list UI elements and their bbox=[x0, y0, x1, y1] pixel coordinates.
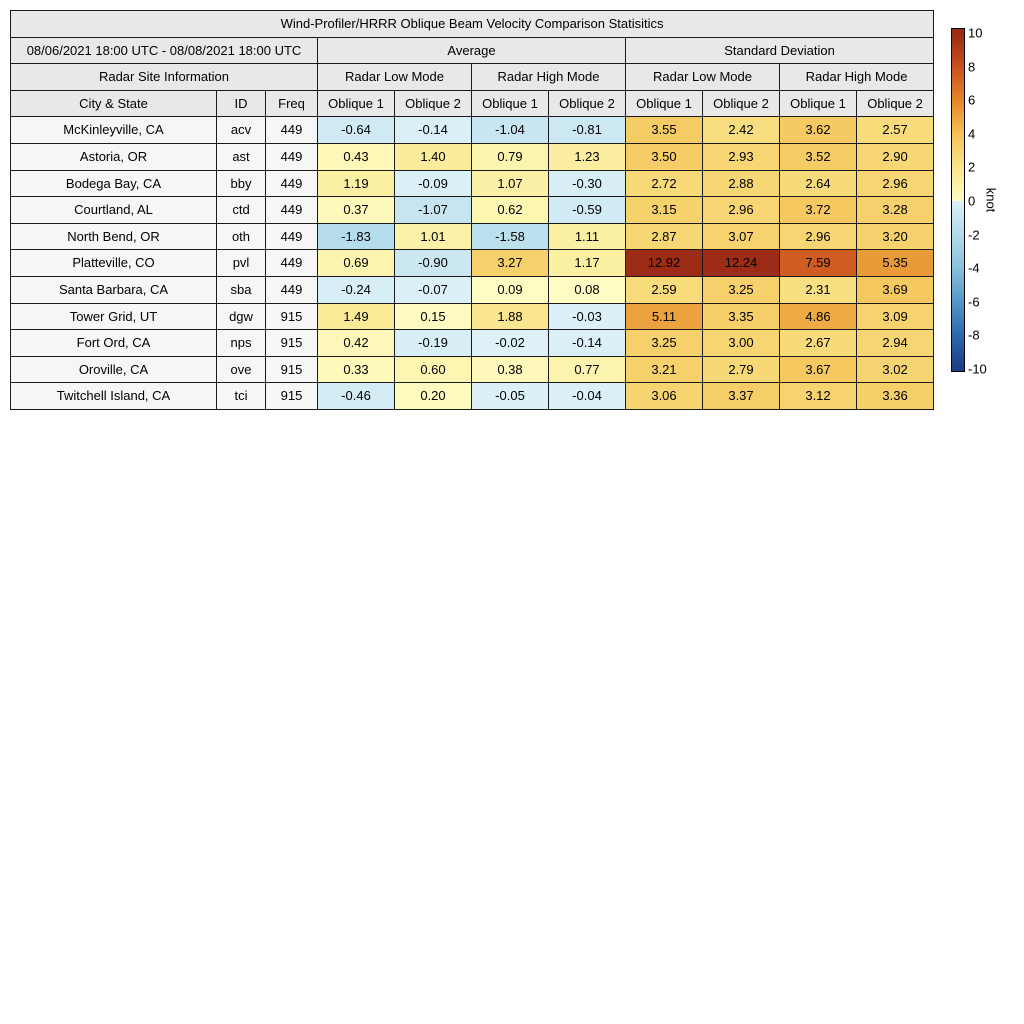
city-cell: Fort Ord, CA bbox=[11, 330, 217, 357]
std-dev-group-header: Standard Deviation bbox=[626, 37, 934, 64]
colorbar-tick-label: -2 bbox=[968, 227, 980, 243]
value-cell: -0.30 bbox=[549, 170, 626, 197]
mode-header-avg-high: Radar High Mode bbox=[472, 64, 626, 91]
value-cell: 3.00 bbox=[703, 330, 780, 357]
value-cell: 0.62 bbox=[472, 197, 549, 224]
site-id-cell: ast bbox=[217, 143, 266, 170]
city-cell: McKinleyville, CA bbox=[11, 117, 217, 144]
value-cell: 0.77 bbox=[549, 356, 626, 383]
site-id-cell: acv bbox=[217, 117, 266, 144]
value-cell: 1.19 bbox=[318, 170, 395, 197]
value-cell: 0.38 bbox=[472, 356, 549, 383]
table-row bbox=[11, 383, 934, 410]
column-header-row bbox=[11, 90, 934, 117]
value-cell: 3.15 bbox=[626, 197, 703, 224]
date-range: 08/06/2021 18:00 UTC - 08/08/2021 18:00 UTC bbox=[11, 37, 318, 64]
value-cell: 5.35 bbox=[857, 250, 934, 277]
value-cell: 2.90 bbox=[857, 143, 934, 170]
colorbar-tick-label: -8 bbox=[968, 327, 980, 343]
value-cell: -0.03 bbox=[549, 303, 626, 330]
colorbar-gradient bbox=[951, 28, 965, 372]
colorbar-tick-label: 4 bbox=[968, 126, 976, 142]
value-cell: 3.07 bbox=[703, 223, 780, 250]
table-row bbox=[11, 223, 934, 250]
value-cell: 3.72 bbox=[780, 197, 857, 224]
value-cell: -0.81 bbox=[549, 117, 626, 144]
city-cell: Santa Barbara, CA bbox=[11, 276, 217, 303]
freq-cell: 915 bbox=[266, 330, 318, 357]
mode-header-std-high: Radar High Mode bbox=[780, 64, 934, 91]
table-row bbox=[11, 117, 934, 144]
value-cell: 3.67 bbox=[780, 356, 857, 383]
value-cell: 0.20 bbox=[395, 383, 472, 410]
column-header-id: ID bbox=[217, 90, 266, 117]
column-header-oblique: Oblique 1 bbox=[626, 90, 703, 117]
value-cell: 3.55 bbox=[626, 117, 703, 144]
mode-header-avg-low: Radar Low Mode bbox=[318, 64, 472, 91]
value-cell: 2.93 bbox=[703, 143, 780, 170]
site-id-cell: pvl bbox=[217, 250, 266, 277]
value-cell: -0.09 bbox=[395, 170, 472, 197]
value-cell: 1.49 bbox=[318, 303, 395, 330]
title-row bbox=[11, 11, 934, 38]
value-cell: -0.04 bbox=[549, 383, 626, 410]
freq-cell: 915 bbox=[266, 356, 318, 383]
freq-cell: 449 bbox=[266, 276, 318, 303]
site-id-cell: dgw bbox=[217, 303, 266, 330]
value-cell: 0.08 bbox=[549, 276, 626, 303]
value-cell: 3.52 bbox=[780, 143, 857, 170]
city-cell: Oroville, CA bbox=[11, 356, 217, 383]
value-cell: 0.33 bbox=[318, 356, 395, 383]
site-id-cell: ctd bbox=[217, 197, 266, 224]
value-cell: 0.15 bbox=[395, 303, 472, 330]
value-cell: 2.79 bbox=[703, 356, 780, 383]
city-cell: Astoria, OR bbox=[11, 143, 217, 170]
site-id-cell: ove bbox=[217, 356, 266, 383]
colorbar-tick-label: 10 bbox=[968, 25, 983, 41]
colorbar-unit-label: knot bbox=[983, 187, 999, 213]
mode-header-row bbox=[11, 64, 934, 91]
value-cell: 3.37 bbox=[703, 383, 780, 410]
column-header-oblique: Oblique 2 bbox=[703, 90, 780, 117]
column-header-city: City & State bbox=[11, 90, 217, 117]
value-cell: 3.35 bbox=[703, 303, 780, 330]
value-cell: 7.59 bbox=[780, 250, 857, 277]
city-cell: Bodega Bay, CA bbox=[11, 170, 217, 197]
column-header-oblique: Oblique 1 bbox=[780, 90, 857, 117]
value-cell: -1.58 bbox=[472, 223, 549, 250]
value-cell: 2.88 bbox=[703, 170, 780, 197]
value-cell: 3.28 bbox=[857, 197, 934, 224]
comparison-table bbox=[10, 10, 934, 410]
table-row bbox=[11, 170, 934, 197]
value-cell: 0.60 bbox=[395, 356, 472, 383]
value-cell: -0.90 bbox=[395, 250, 472, 277]
value-cell: 4.86 bbox=[780, 303, 857, 330]
colorbar-tick-label: 6 bbox=[968, 92, 976, 108]
value-cell: 3.69 bbox=[857, 276, 934, 303]
site-id-cell: sba bbox=[217, 276, 266, 303]
site-id-cell: bby bbox=[217, 170, 266, 197]
freq-cell: 449 bbox=[266, 223, 318, 250]
value-cell: 1.11 bbox=[549, 223, 626, 250]
freq-cell: 915 bbox=[266, 303, 318, 330]
site-id-cell: tci bbox=[217, 383, 266, 410]
table-row bbox=[11, 303, 934, 330]
value-cell: 2.57 bbox=[857, 117, 934, 144]
value-cell: 3.06 bbox=[626, 383, 703, 410]
column-header-freq: Freq bbox=[266, 90, 318, 117]
colorbar-tick-label: -4 bbox=[968, 260, 980, 276]
value-cell: 2.42 bbox=[703, 117, 780, 144]
value-cell: -1.83 bbox=[318, 223, 395, 250]
value-cell: 3.25 bbox=[703, 276, 780, 303]
city-cell: North Bend, OR bbox=[11, 223, 217, 250]
value-cell: 1.88 bbox=[472, 303, 549, 330]
city-cell: Twitchell Island, CA bbox=[11, 383, 217, 410]
value-cell: 0.09 bbox=[472, 276, 549, 303]
site-id-cell: nps bbox=[217, 330, 266, 357]
value-cell: 2.96 bbox=[857, 170, 934, 197]
value-cell: 2.67 bbox=[780, 330, 857, 357]
city-cell: Courtland, AL bbox=[11, 197, 217, 224]
colorbar-tick-label: 2 bbox=[968, 159, 976, 175]
value-cell: 3.02 bbox=[857, 356, 934, 383]
value-cell: 3.36 bbox=[857, 383, 934, 410]
value-cell: 12.92 bbox=[626, 250, 703, 277]
value-cell: 2.64 bbox=[780, 170, 857, 197]
value-cell: 0.37 bbox=[318, 197, 395, 224]
value-cell: 1.01 bbox=[395, 223, 472, 250]
value-cell: 3.21 bbox=[626, 356, 703, 383]
site-info-header: Radar Site Information bbox=[11, 64, 318, 91]
value-cell: -0.64 bbox=[318, 117, 395, 144]
table-row bbox=[11, 356, 934, 383]
column-header-oblique: Oblique 1 bbox=[472, 90, 549, 117]
value-cell: 2.87 bbox=[626, 223, 703, 250]
table-row bbox=[11, 276, 934, 303]
value-cell: 0.69 bbox=[318, 250, 395, 277]
average-group-header: Average bbox=[318, 37, 626, 64]
value-cell: -0.02 bbox=[472, 330, 549, 357]
column-header-oblique: Oblique 2 bbox=[549, 90, 626, 117]
city-cell: Platteville, CO bbox=[11, 250, 217, 277]
freq-cell: 449 bbox=[266, 143, 318, 170]
colorbar-tick-label: 0 bbox=[968, 193, 976, 209]
value-cell: -0.59 bbox=[549, 197, 626, 224]
value-cell: -0.19 bbox=[395, 330, 472, 357]
value-cell: 0.79 bbox=[472, 143, 549, 170]
table-title: Wind-Profiler/HRRR Oblique Beam Velocity Comparison Statisitics bbox=[11, 11, 934, 38]
column-header-oblique: Oblique 2 bbox=[857, 90, 934, 117]
value-cell: 12.24 bbox=[703, 250, 780, 277]
value-cell: 3.09 bbox=[857, 303, 934, 330]
value-cell: 3.20 bbox=[857, 223, 934, 250]
value-cell: -0.14 bbox=[549, 330, 626, 357]
value-cell: 1.40 bbox=[395, 143, 472, 170]
value-cell: 3.25 bbox=[626, 330, 703, 357]
site-id-cell: oth bbox=[217, 223, 266, 250]
freq-cell: 915 bbox=[266, 383, 318, 410]
freq-cell: 449 bbox=[266, 117, 318, 144]
value-cell: 0.43 bbox=[318, 143, 395, 170]
colorbar-tick-label: -10 bbox=[968, 361, 987, 377]
value-cell: 2.96 bbox=[780, 223, 857, 250]
freq-cell: 449 bbox=[266, 170, 318, 197]
value-cell: 2.31 bbox=[780, 276, 857, 303]
table-row bbox=[11, 250, 934, 277]
city-cell: Tower Grid, UT bbox=[11, 303, 217, 330]
value-cell: 3.50 bbox=[626, 143, 703, 170]
table-row bbox=[11, 197, 934, 224]
value-cell: -1.04 bbox=[472, 117, 549, 144]
value-cell: -0.46 bbox=[318, 383, 395, 410]
value-cell: 1.07 bbox=[472, 170, 549, 197]
value-cell: -0.24 bbox=[318, 276, 395, 303]
value-cell: 0.42 bbox=[318, 330, 395, 357]
colorbar-tick-label: 8 bbox=[968, 59, 976, 75]
value-cell: 2.94 bbox=[857, 330, 934, 357]
colorbar-tick-label: -6 bbox=[968, 294, 980, 310]
value-cell: -1.07 bbox=[395, 197, 472, 224]
table-row bbox=[11, 143, 934, 170]
value-cell: 5.11 bbox=[626, 303, 703, 330]
value-cell: -0.14 bbox=[395, 117, 472, 144]
mode-header-std-low: Radar Low Mode bbox=[626, 64, 780, 91]
value-cell: -0.05 bbox=[472, 383, 549, 410]
value-cell: 1.17 bbox=[549, 250, 626, 277]
group-header-row bbox=[11, 37, 934, 64]
column-header-oblique: Oblique 2 bbox=[395, 90, 472, 117]
value-cell: 2.96 bbox=[703, 197, 780, 224]
freq-cell: 449 bbox=[266, 250, 318, 277]
value-cell: 3.12 bbox=[780, 383, 857, 410]
column-header-oblique: Oblique 1 bbox=[318, 90, 395, 117]
freq-cell: 449 bbox=[266, 197, 318, 224]
value-cell: 3.27 bbox=[472, 250, 549, 277]
table-row bbox=[11, 330, 934, 357]
value-cell: 1.23 bbox=[549, 143, 626, 170]
value-cell: -0.07 bbox=[395, 276, 472, 303]
value-cell: 3.62 bbox=[780, 117, 857, 144]
value-cell: 2.72 bbox=[626, 170, 703, 197]
value-cell: 2.59 bbox=[626, 276, 703, 303]
